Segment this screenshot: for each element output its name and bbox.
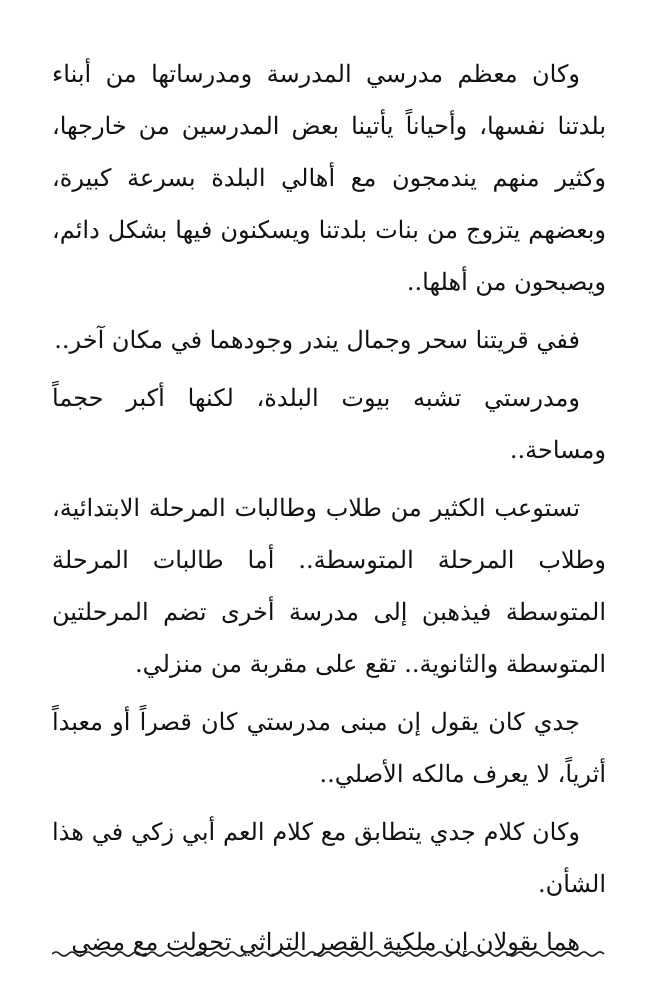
paragraph-palace-ownership: هما يقولان إن ملكية القصر التراثي تحولت مع مضي bbox=[71, 928, 580, 956]
body-text bbox=[52, 48, 606, 974]
paragraph-grandfather: جدي كان يقول إن مبنى مدرستي كان قصراً أو معبداً أثرياً، لا يعرف مالكه الأصلي.. bbox=[52, 708, 606, 788]
paragraph-teachers: وكان معظم مدرسي المدرسة ومدرساتها من أبناء بلدتنا نفسها، وأحياناً يأتينا بعض المدرسين من خارجها، وكثير منهم يندمجون مع أهالي البلدة بسرعة كبيرة، وبعضهم يتزوج من بنات بلدتنا ويسكنون فيها بشكل دائم، ويصبحون من أهلها.. bbox=[52, 60, 606, 296]
wavy-line bbox=[52, 952, 604, 956]
paragraph-village-charm: ففي قريتنا سحر وجمال يندر وجودهما في مكان آخر.. bbox=[54, 326, 580, 354]
paragraph-uncle-abu-zaki: وكان كلام جدي يتطابق مع كلام العم أبي زكي في هذا الشأن. bbox=[52, 818, 606, 898]
footer-wavy-divider bbox=[52, 946, 606, 962]
paragraph-school-students: تستوعب الكثير من طلاب وطالبات المرحلة الابتدائية، وطلاب المرحلة المتوسطة.. أما طالبات المرحلة المتوسطة فيذهبن إلى مدرسة أخرى تضم المرحلتين المتوسطة والثانوية.. تقع على مقربة من منزلي. bbox=[52, 494, 606, 678]
paragraph-school-size: ومدرستي تشبه بيوت البلدة، لكنها أكبر حجماً ومساحة.. bbox=[52, 384, 606, 464]
